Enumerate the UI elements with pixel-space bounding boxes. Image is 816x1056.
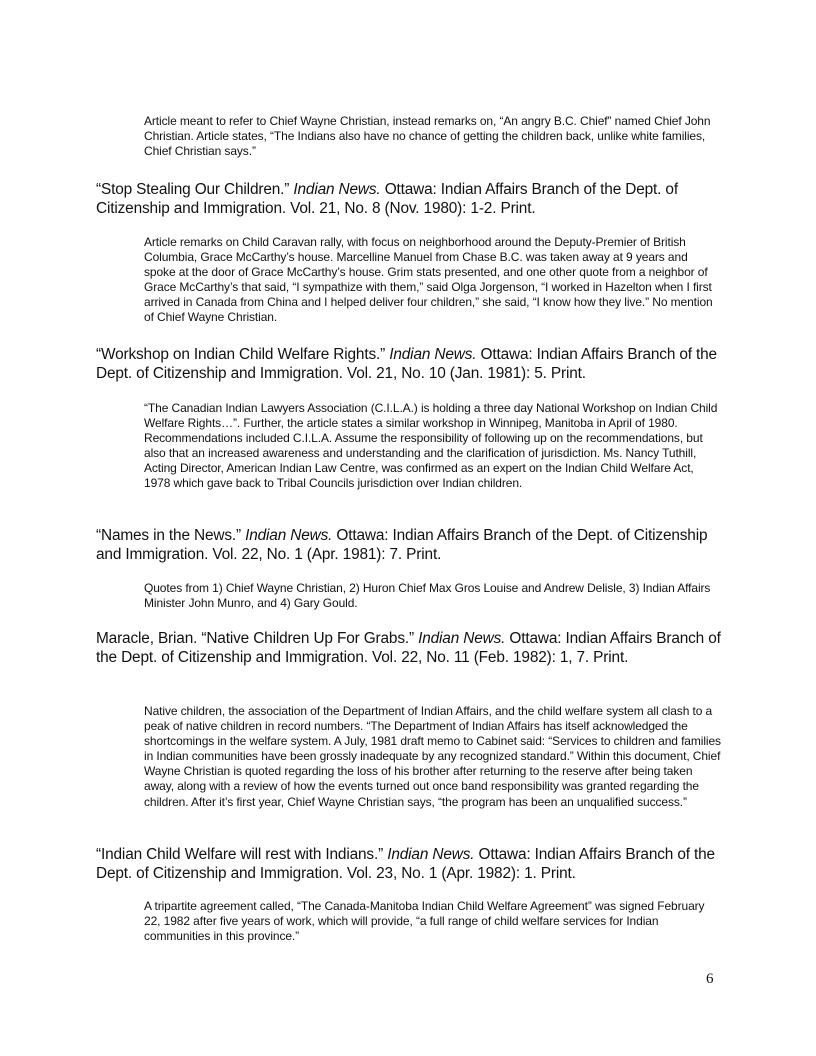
citation-details: Ottawa: Indian Affairs Branch of the Dept. of Citizenship and Immigration. Vol. 23, No. 1 (Apr. 1982): 1. Print. [96, 846, 715, 883]
annotation-native-children: Native children, the association of the Department of Indian Affairs, and the child welfare system all clash to a peak of native children in record numbers. “The Department of Indian Affairs has itself acknowledged the shortcomings in the welfare system. A July, 1981 draft memo to Cabinet said: “Services to children and families in Indian communities have been grossly inadequate by any recognized standard.” Within this document, Chief Wayne Christian is quoted regarding the loss of his brother after returning to the reserve after being taken away, along with a review of how the events turned out once band responsibility was granted regarding the children. After it’s first year, Chief Wayne Christian says, “the program has been an unqualified success.” [144, 704, 721, 809]
citation-workshop [96, 345, 722, 383]
citation-source: Indian News. [387, 846, 475, 863]
citation-title: “Names in the News.” [96, 527, 246, 544]
annotation-workshop: “The Canadian Indian Lawyers Association (C.I.L.A.) is holding a three day National Workshop on Indian Child Welfare Rights…”. Further, the article states a similar workshop in Winnipeg, Manitoba in April of 1980. Recommendations included C.I.L.A. Assume the responsibility of following up on the recommendations, but also that an increased awareness and understanding and the clarification of jurisdiction. Ms. Nancy Tuthill, Acting Director, American Indian Law Centre, was confirmed as an expert on the Indian Child Welfare Act, 1978 which gave back to Tribal Councils jurisdiction over Indian children. [144, 401, 718, 491]
citation-details: Ottawa: Indian Affairs Branch of the Dept. of Citizenship and Immigration. Vol. 22, No. 11 (Feb. 1982): 1, 7. Print. [96, 630, 721, 667]
citation-child-welfare-rest [96, 845, 722, 883]
annotation-names-in-news: Quotes from 1) Chief Wayne Christian, 2) Huron Chief Max Gros Louise and Andrew Delisle, 3) Indian Affairs Minister John Munro, and 4) Gary Gould. [144, 581, 711, 611]
citation-source: Indian News. [389, 346, 477, 363]
annotation-child-welfare-rest: A tripartite agreement called, “The Canada-Manitoba Indian Child Welfare Agreement” was signed February 22, 1982 after five years of work, which will provide, “a full range of child welfare services for Indian communities in this province.” [144, 899, 705, 944]
page-number: 6 [706, 971, 714, 987]
citation-stop-stealing [96, 180, 722, 218]
citation-details: Ottawa: Indian Affairs Branch of the Dept. of Citizenship and Immigration. Vol. 22, No. 1 (Apr. 1981): 7. Print. [96, 527, 708, 564]
citation-source: Indian News. [418, 630, 506, 647]
citation-title: Maracle, Brian. “Native Children Up For Grabs.” [96, 630, 419, 647]
citation-source: Indian News. [245, 527, 333, 544]
citation-names-in-news [96, 526, 722, 564]
citation-title: “Workshop on Indian Child Welfare Rights.” [96, 346, 390, 363]
citation-source: Indian News. [293, 181, 381, 198]
annotation-stop-stealing: Article remarks on Child Caravan rally, with focus on neighborhood around the Deputy-Premier of British Columbia, Grace McCarthy’s house. Marcelline Manuel from Chase B.C. was taken away at 9 years and spoke at the door of Grace McCarthy’s house. Grim stats presented, and one other quote from a neighbor of Grace McCarthy’s that said, “I sympathize with them,” said Olga Jorgenson, “I worked in Hazelton when I first arrived in Canada from China and I helped deliver four children,” she said, “I know how they live.” No mention of Chief Wayne Christian. [144, 235, 713, 325]
citation-title: “Stop Stealing Our Children.” [96, 181, 294, 198]
citation-details: Ottawa: Indian Affairs Branch of the Dept. of Citizenship and Immigration. Vol. 21, No. 10 (Jan. 1981): 5. Print. [96, 346, 717, 383]
citation-native-children [96, 629, 722, 667]
citation-title: “Indian Child Welfare will rest with Indians.” [96, 846, 388, 863]
citation-details: Ottawa: Indian Affairs Branch of the Dept. of Citizenship and Immigration. Vol. 21, No. 8 (Nov. 1980): 1-2. Print. [96, 181, 678, 218]
annotation-continued: Article meant to refer to Chief Wayne Christian, instead remarks on, “An angry B.C. Chief” named Chief John Christian. Article states, “The Indians also have no chance of getting the children back, unlike white families, Chief Christian says.” [144, 114, 711, 159]
